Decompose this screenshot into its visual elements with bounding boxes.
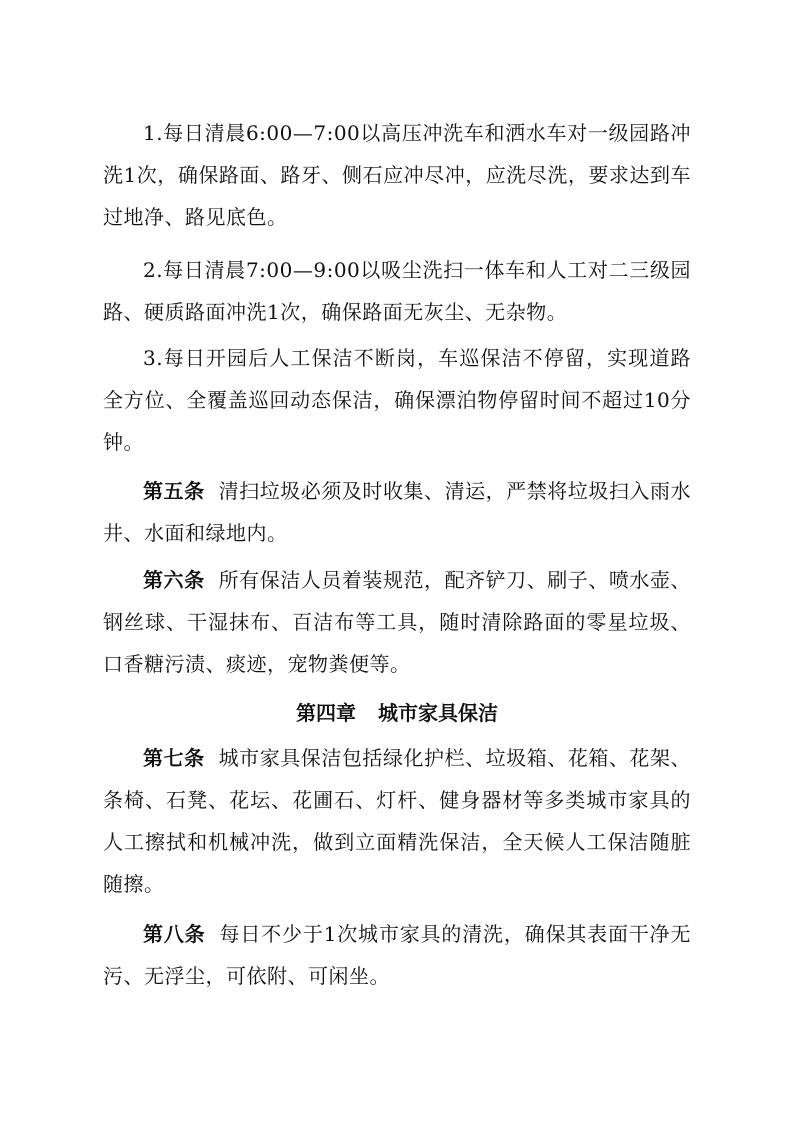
article-8 [103,913,691,997]
chapter-number: 第四章 [296,701,356,725]
article-7 [103,737,691,905]
paragraph-item-1: 1.每日清晨6:00—7:00以高压冲洗车和洒水车对一级园路冲洗1次，确保路面、路牙、侧石应冲尽冲，应洗尽洗，要求达到车过地净、路见底色。 [103,121,691,229]
article-6-label: 第六条 [143,568,205,592]
article-7-label: 第七条 [143,746,205,770]
chapter-heading [103,697,691,729]
article-5 [103,470,691,554]
paragraph-item-3: 3.每日开园后人工保洁不断岗，车巡保洁不停留，实现道路全方位、全覆盖巡回动态保洁，确保漂泊物停留时间不超过10分钟。 [103,346,691,454]
article-8-label: 第八条 [143,922,206,946]
article-7-text: 城市家具保洁包括绿化护栏、垃圾箱、花箱、花架、条椅、石凳、花坛、花圃石、灯杆、健身器材等多类城市家具的人工擦拭和机械冲洗，做到立面精洗保洁，全天候人工保洁随脏随擦。 [103,746,692,896]
article-6-text: 所有保洁人员着装规范，配齐铲刀、刷子、喷水壶、钢丝球、干湿抹布、百洁布等工具，随时清除路面的零星垃圾、口香糖污渍、痰迹，宠物粪便等。 [103,568,692,676]
article-5-text: 清扫垃圾必须及时收集、清运，严禁将垃圾扫入雨水井、水面和绿地内。 [103,479,692,545]
article-5-label: 第五条 [143,479,205,503]
chapter-title: 城市家具保洁 [378,701,498,725]
paragraph-item-2: 2.每日清晨7:00—9:00以吸尘洗扫一体车和人工对二三级园路、硬质路面冲洗1次，确保路面无灰尘、无杂物。 [103,258,691,324]
article-6 [103,559,691,685]
article-8-text: 每日不少于1次城市家具的清洗，确保其表面干净无污、无浮尘，可依附、可闲坐。 [103,922,691,988]
